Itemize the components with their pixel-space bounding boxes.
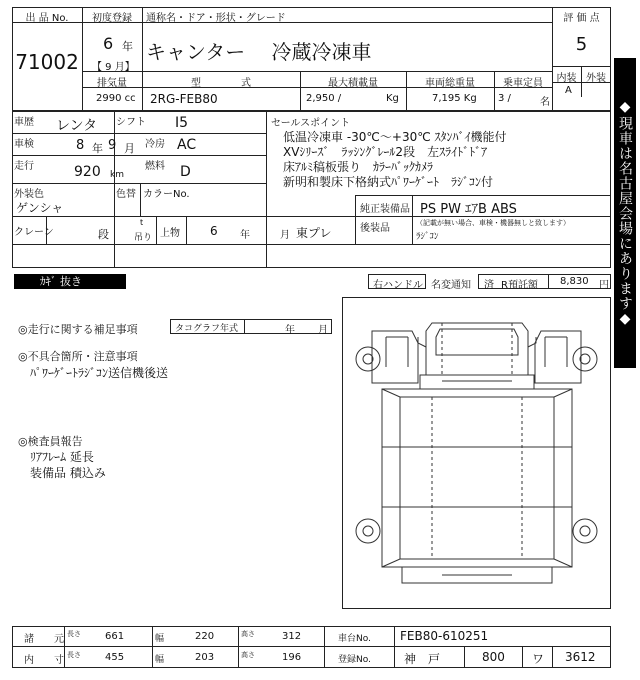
inner-length: 455 [105,652,125,663]
crane-ton: 吊り [134,233,153,243]
interior-grade: A [565,85,572,96]
max-load-label: 最大積載量 [328,78,378,89]
inspection-month-unit: 月 [124,142,135,155]
driving-notes-heading: ◎走行に関する補足事項 [18,323,138,336]
outer-width: 220 [195,631,215,642]
inner-height: 196 [282,652,302,663]
divider [464,646,465,668]
height-label: 高さ [241,651,255,659]
inner-width: 203 [195,652,215,663]
length-label: 長さ [67,651,81,659]
outer-length: 661 [105,631,125,642]
divider [12,155,266,156]
recycle-prefix: 済 [484,280,494,291]
divider [142,7,143,71]
shift-label: シフト [116,117,146,128]
divider [140,183,141,216]
model-label: 型 式 [191,78,251,89]
name-change-label: 名変通知 [431,280,471,291]
name-label: 通称名・ドア・形状・グレード [146,13,286,24]
divider [548,274,549,289]
gross-weight-value: 7,195 Kg [432,93,477,104]
inspector-line: 装備品 積込み [30,466,106,480]
inspection-diagram [342,297,611,609]
inspector-heading: ◎検査員報告 [18,435,83,448]
divider [324,626,325,668]
divider [12,183,266,184]
after-equipment-label: 後装品 [360,223,390,234]
inspection-month: 9 [108,138,117,153]
recycle-box [478,274,611,289]
divider [186,216,187,244]
divider [82,71,552,72]
registration-kana: ワ [532,652,545,666]
shift-value: I5 [175,115,189,131]
first-reg-month: 【 9 月】 [92,62,135,73]
sales-point-line: 低温冷凍車 -30℃～+30℃ ｽﾀﾝﾊﾞｲ機能付 [283,130,507,144]
first-reg-year: 6 [103,34,114,53]
registration-area: 神 戸 [404,652,441,666]
tachograph-year-unit: 年 [285,325,295,336]
chassis-number: FEB80-610251 [400,629,489,643]
power-gate-maker: 東プレ [296,226,332,240]
mileage-unit: km [110,170,124,180]
inspection-label: 車検 [14,139,34,150]
lot-number: 71002 [15,50,79,74]
model-value: 2RG-FEB80 [150,92,218,106]
max-load-unit: Kg [386,93,399,104]
width-label: 幅 [155,634,165,644]
first-reg-label: 初度登録 [92,13,132,24]
color-label: 外装色 [14,189,44,200]
history-label: 車歴 [14,117,34,128]
divider [12,133,266,134]
color-type-label: 色替 [116,189,136,200]
score-label: 評 価 点 [563,13,600,24]
divider [266,244,611,245]
power-gate-label: 上物 [160,228,180,239]
crane-ton-mark: t [140,218,144,227]
divider [64,626,65,668]
inner-dimensions-label: 内 寸 [24,655,64,666]
lot-label: 出 品 No. [25,13,69,24]
inspection-year-unit: 年 [92,142,103,155]
after-equipment-value: ﾗｼﾞｺﾝ [416,232,439,242]
history-value: レンタ [56,118,98,134]
divider [152,626,153,668]
displacement-value: 2990 cc [96,93,136,104]
mileage-value: 920 [74,164,101,180]
ac-value: AC [177,137,197,153]
std-equipment-value: PS PW ｴｱB ABS [420,202,517,217]
tachograph-month-unit: 月 [318,325,328,336]
sales-point-line: 新明和製床下格納式ﾊﾟﾜｰｹﾞｰﾄ ﾗｼﾞｺﾝ付 [283,175,494,189]
divider [238,626,239,668]
sales-point-line: XVｼﾘｰｽﾞ ﾗｯｼﾝｸﾞﾚｰﾙ2段 左ｽﾗｲﾄﾞﾄﾞｱ [283,145,488,159]
length-label: 長さ [67,630,81,638]
inspector-line: ﾘｱﾌﾚｰﾑ 延長 [30,450,94,464]
interior-label: 内装 [556,73,577,84]
tachograph-label: タコグラフ年式 [175,324,239,334]
steering-value: 右ハンドル [373,280,423,291]
color-value: ゲンシャ [16,201,64,215]
score-value: 5 [575,34,588,55]
divider [394,626,395,668]
divider [12,216,611,217]
ac-label: 冷房 [145,139,165,150]
divider [355,195,356,245]
outer-height: 312 [282,631,302,642]
std-equipment-label: 純正装備品 [360,204,410,215]
power-gate-month-unit: 月 [280,230,290,241]
car-name: キャンター 冷蔵冷凍車 [146,40,372,64]
height-label: 高さ [241,630,255,638]
first-reg-year-unit: 年 [122,40,133,53]
capacity-label: 乗車定員 [503,78,543,89]
mileage-label: 走行 [14,161,34,172]
divider [552,646,553,668]
defect-line: ﾊﾟﾜｰｹﾞｰﾄﾗｼﾞｺﾝ送信機後送 [30,366,169,380]
max-load-value: 2,950 / [306,93,342,104]
registration-class: 800 [482,650,505,664]
after-equipment-note: （記載が無い場合、車検・機器無しと致します） [416,219,570,227]
crane-stage: 段 [98,228,109,241]
registration-number: 3612 [565,650,596,664]
fuel-label: 燃料 [145,161,165,172]
defect-notes-heading: ◎不具合箇所・注意事項 [18,350,138,363]
key-removal-badge: ｶｷﾞ 抜き [14,274,126,289]
divider [12,244,266,245]
divider [412,195,413,245]
divider [156,216,157,244]
divider [46,216,47,244]
inspection-year: 8 [76,138,85,153]
width-label: 幅 [155,655,165,665]
sales-point-line: 床ｱﾙﾐ稿板張り ｶﾗｰﾊﾞｯｸｶﾒﾗ [283,160,434,174]
crane-label: クレーン [14,227,54,238]
outer-dimensions-label: 諸 元 [24,634,64,645]
power-gate-year: 6 [210,224,218,238]
location-banner: ◆現車は名古屋会場にあります◆ [614,58,636,368]
chassis-label: 車台No. [338,634,371,644]
capacity-unit: 名 [540,97,550,108]
divider [355,195,611,196]
divider [522,646,523,668]
fuel-value: D [180,164,191,180]
recycle-unit: 円 [599,280,609,291]
recycle-label: R預託額 [501,280,538,291]
power-gate-year-unit: 年 [240,230,250,241]
recycle-amount: 8,830 [560,276,589,287]
capacity-value: 3 / [498,93,511,104]
displacement-label: 排気量 [97,78,127,89]
gross-weight-label: 車両総重量 [425,78,475,89]
color-no-label: カラーNo. [143,189,190,200]
registration-label: 登録No. [338,655,371,665]
divider [244,319,245,334]
sales-points-label: セールスポイント [271,118,351,129]
exterior-label: 外装 [586,73,606,84]
